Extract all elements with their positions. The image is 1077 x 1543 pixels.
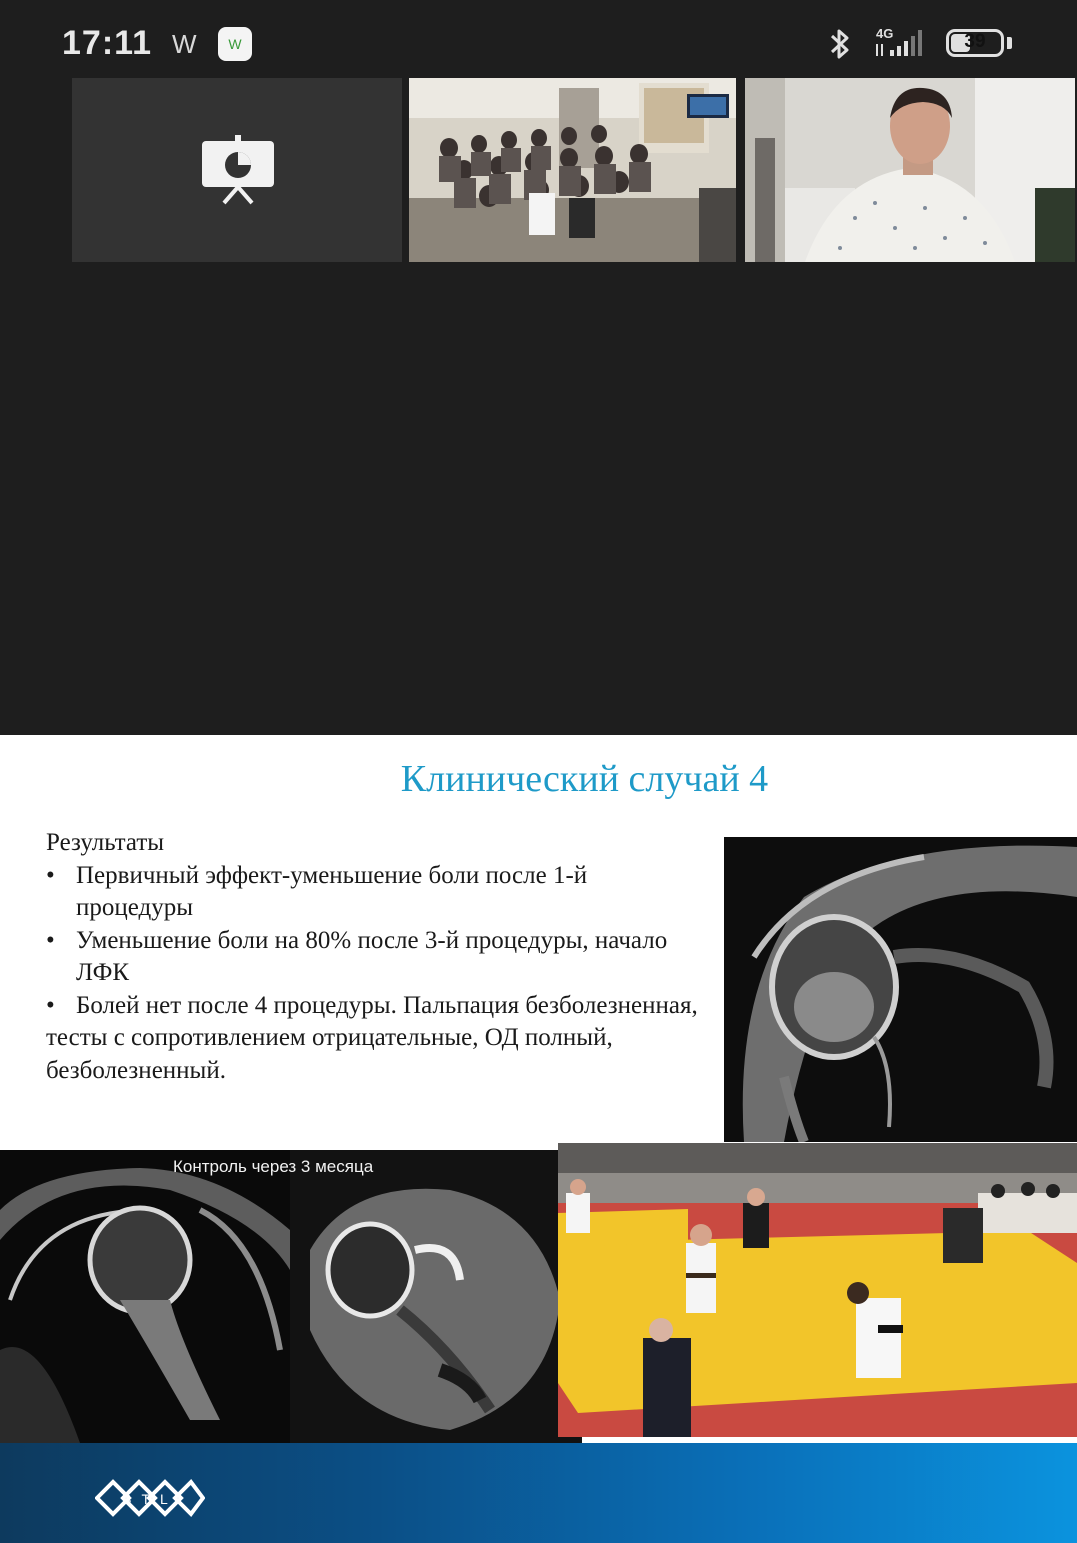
status-bar [0,0,1077,78]
result-bullet-2: • Уменьшение боли на 80% после 3-й процедуры, начало ЛФК [46,925,706,990]
speaker-video [745,78,1075,262]
btl-logo [95,1473,205,1523]
signal-icon [872,24,932,60]
presentation-icon [200,135,276,205]
control-caption: Контроль через 3 месяца [173,1157,374,1176]
mri-image-control-2 [290,1150,582,1443]
results-heading: Результаты [46,829,165,856]
mri-image-control-1 [0,1150,290,1443]
bluetooth-icon [826,26,854,62]
battery-indicator [946,29,1004,57]
btl-logo-text: BTL [122,1491,178,1507]
judo-match-photo [558,1143,1077,1437]
battery-percent: 39 [964,31,986,52]
results-list [46,860,706,1023]
result-bullet-1: • Первичный эффект-уменьшение боли после 1-й процедуры [46,860,706,925]
audience-video [409,78,736,262]
notification-w-icon: W [172,29,197,59]
slide-title: Клинический случай 4 [400,758,769,800]
screen-share-tile[interactable] [72,78,402,262]
clock: 17:11 [62,24,153,62]
mri-image-before [724,837,1077,1142]
results-text [46,827,706,1087]
speaker-video-tile[interactable] [745,78,1075,262]
slide-footer [0,1443,1077,1543]
results-continuation: тесты с сопротивлением отрицательные, ОД полный, безболезненный. [46,1024,613,1084]
battery-cap [1007,37,1012,49]
network-type-label: 4G [876,26,894,41]
audience-video-tile[interactable] [409,78,736,262]
presentation-slide [0,735,1077,1543]
app-notification-icon: W [218,27,252,61]
result-bullet-3: • Болей нет после 4 процедуры. Пальпация безболезненная, [46,990,706,1023]
